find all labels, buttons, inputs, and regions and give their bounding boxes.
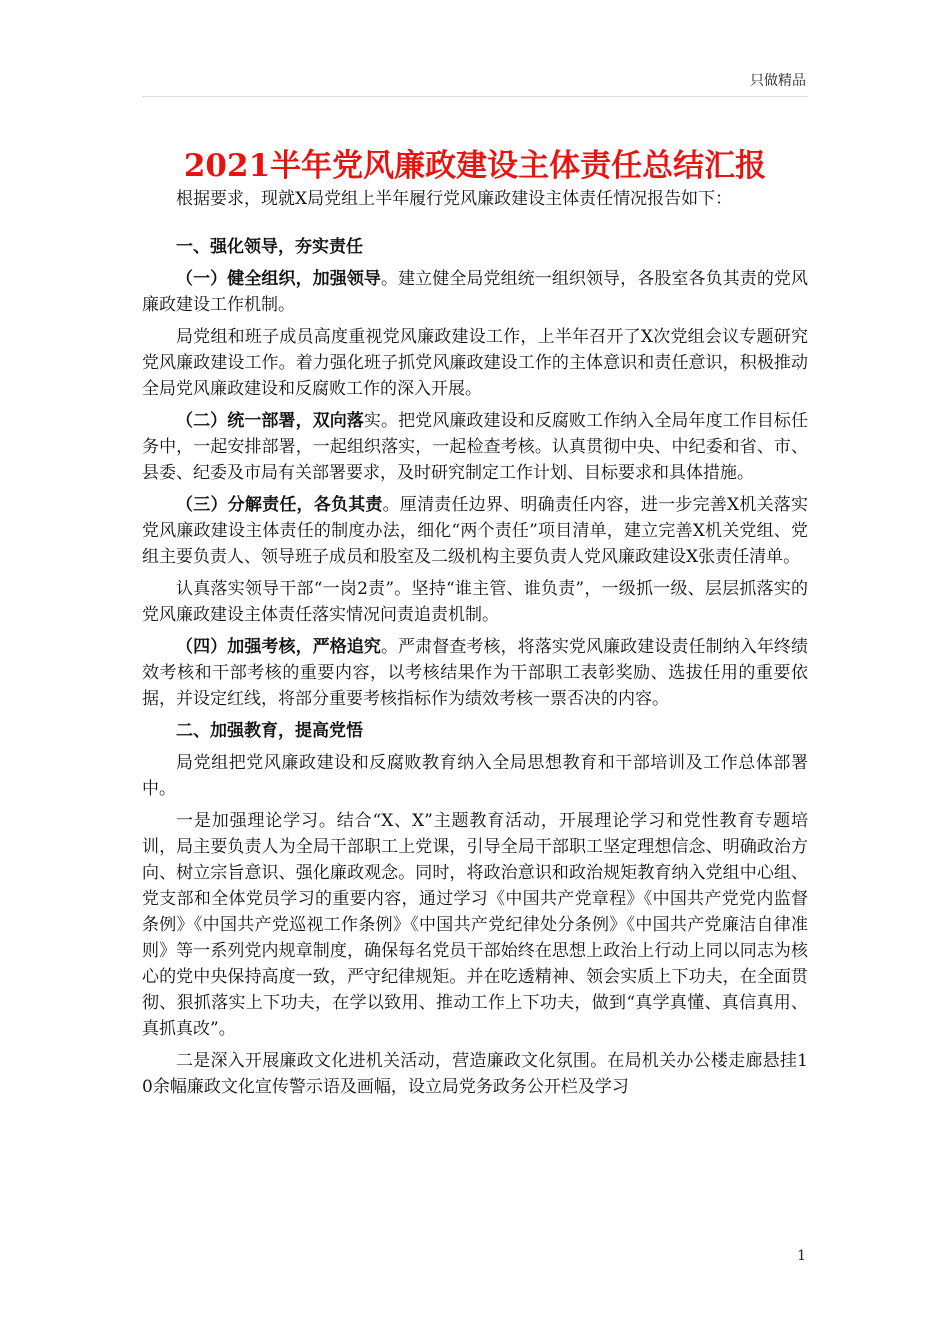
item-heading-3: （三）分解责任，各负其责 bbox=[176, 495, 383, 515]
page-number: 1 bbox=[797, 1248, 806, 1264]
body-paragraph: 二是深入开展廉政文化进机关活动，营造廉政文化氛围。在局机关办公楼走廊悬挂10余幅廉政文化宣传警示语及画幅，设立局党务政务公开栏及学习 bbox=[142, 1051, 808, 1097]
body-paragraph: 认真落实领导干部“一岗2责”。坚持“谁主管、谁负责”，一级抓一级、层层抓落实的党风廉政建设主体责任落实情况问责追责机制。 bbox=[142, 579, 808, 625]
item-heading-4: （四）加强考核，严格追究 bbox=[176, 637, 381, 657]
body-paragraph: 局党组把党风廉政建设和反腐败教育纳入全局思想教育和干部培训及工作总体部署中。 bbox=[142, 753, 808, 799]
header-note: 只做精品 bbox=[750, 73, 806, 89]
intro-paragraph: 根据要求，现就X局党组上半年履行党风廉政建设主体责任情况报告如下： bbox=[176, 189, 733, 209]
item-paragraph-2 bbox=[142, 408, 808, 486]
document-title: 2021半年党风廉政建设主体责任总结汇报 bbox=[183, 148, 767, 184]
header-divider bbox=[142, 96, 808, 97]
item-paragraph-3 bbox=[142, 492, 808, 570]
item-text-4: 。严肃督查考核，将落实党风廉政建设责任制纳入年终绩效考核和干部考核的重要内容，以考核结果作为干部职工表彰奖励、选拔任用的重要依据，并设定红线，将部分重要考核指标作为绩效考核一票否决的内容。 bbox=[142, 637, 808, 709]
body-paragraph: 局党组和班子成员高度重视党风廉政建设工作，上半年召开了X次党组会议专题研究党风廉政建设工作。着力强化班子抓党风廉政建设工作的主体意识和责任意识，积极推动全局党风廉政建设和反腐败工作的深入开展。 bbox=[142, 327, 808, 399]
item-text-3: 。厘清责任边界、明确责任内容，进一步完善X机关落实党风廉政建设主体责任的制度办法，细化“两个责任”项目清单，建立完善X机关党组、党组主要负责人、领导班子成员和股室及二级机构主要负责人党风廉政建设X张责任清单。 bbox=[142, 495, 809, 567]
section-heading-1: 一、强化领导，夯实责任 bbox=[176, 237, 363, 257]
item-text-2: 实。把党风廉政建设和反腐败工作纳入全局年度工作目标任务中，一起安排部署，一起组织落实，一起检查考核。认真贯彻中央、中纪委和省、市、县委、纪委及市局有关部署要求，及时研究制定工作计划、目标要求和具体措施。 bbox=[142, 411, 809, 483]
item-text-1: 。建立健全局党组统一组织领导，各股室各负其责的党风廉政建设工作机制。 bbox=[142, 269, 808, 315]
item-paragraph-1 bbox=[142, 266, 808, 318]
item-paragraph-4 bbox=[142, 634, 808, 712]
body-paragraph: 一是加强理论学习。结合“X、X”主题教育活动，开展理论学习和党性教育专题培训，局主要负责人为全局干部职工上党课，引导全局干部职工坚定理想信念、明确政治方向、树立宗旨意识、强化廉政观念。同时，将政治意识和政治规矩教育纳入党组中心组、党支部和全体党员学习的重要内容，通过学习《中国共产党章程》《中国共产党党内监督条例》《中国共产党巡视工作条例》《中国共产党纪律处分条例》《中国共产党廉洁自律准则》等一系列党内规章制度，确保每名党员干部始终在思想上政治上行动上同以同志为核心的党中央保持高度一致，严守纪律规矩。并在吃透精神、领会实质上下功夫，在全面贯彻、狠抓落实上下功夫，在学以致用、推动工作上下功夫，做到“真学真懂、真信真用、真抓真改”。 bbox=[142, 811, 808, 1039]
item-heading-1: （一）健全组织，加强领导 bbox=[176, 269, 381, 289]
item-heading-2: （二）统一部署，双向落 bbox=[176, 411, 364, 431]
document-body bbox=[142, 186, 808, 1106]
section-heading-2: 二、加强教育，提高党悟 bbox=[176, 721, 363, 741]
